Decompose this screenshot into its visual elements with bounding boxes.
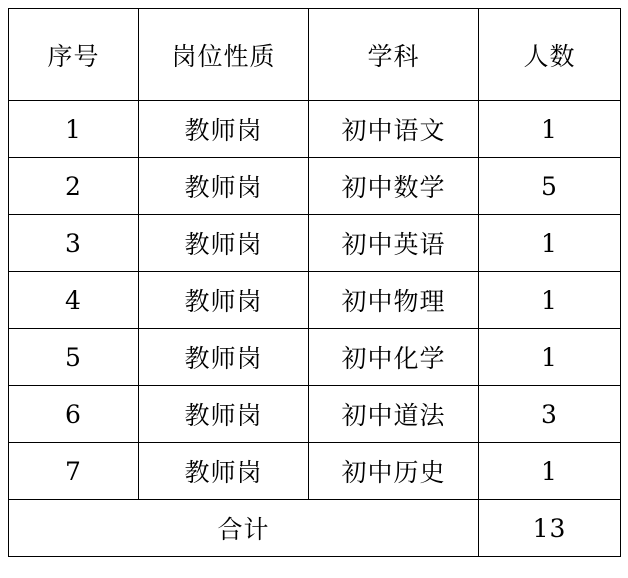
table-total-row <box>9 500 621 557</box>
column-header-subject: 学科 <box>309 9 479 101</box>
table-row <box>9 215 621 272</box>
table-row <box>9 158 621 215</box>
cell-nature: 教师岗 <box>139 101 309 158</box>
cell-nature: 教师岗 <box>139 386 309 443</box>
column-header-count: 人数 <box>479 9 621 101</box>
cell-count: 1 <box>479 215 621 272</box>
cell-nature: 教师岗 <box>139 443 309 500</box>
table-row <box>9 101 621 158</box>
cell-no: 5 <box>9 329 139 386</box>
cell-no: 4 <box>9 272 139 329</box>
cell-subject: 初中语文 <box>309 101 479 158</box>
cell-count: 1 <box>479 272 621 329</box>
table-row <box>9 272 621 329</box>
cell-subject: 初中物理 <box>309 272 479 329</box>
column-header-nature: 岗位性质 <box>139 9 309 101</box>
cell-no: 2 <box>9 158 139 215</box>
cell-no: 1 <box>9 101 139 158</box>
cell-nature: 教师岗 <box>139 272 309 329</box>
table-header-row <box>9 9 621 101</box>
total-count: 13 <box>479 500 621 557</box>
column-header-no: 序号 <box>9 9 139 101</box>
cell-subject: 初中化学 <box>309 329 479 386</box>
cell-count: 3 <box>479 386 621 443</box>
cell-subject: 初中道法 <box>309 386 479 443</box>
cell-no: 7 <box>9 443 139 500</box>
cell-no: 3 <box>9 215 139 272</box>
table-row <box>9 386 621 443</box>
table-row <box>9 443 621 500</box>
cell-nature: 教师岗 <box>139 158 309 215</box>
cell-count: 5 <box>479 158 621 215</box>
cell-nature: 教师岗 <box>139 329 309 386</box>
cell-subject: 初中英语 <box>309 215 479 272</box>
cell-subject: 初中历史 <box>309 443 479 500</box>
total-label: 合计 <box>9 500 479 557</box>
recruitment-table <box>8 8 621 557</box>
table-row <box>9 329 621 386</box>
cell-nature: 教师岗 <box>139 215 309 272</box>
cell-subject: 初中数学 <box>309 158 479 215</box>
cell-count: 1 <box>479 329 621 386</box>
cell-no: 6 <box>9 386 139 443</box>
cell-count: 1 <box>479 101 621 158</box>
cell-count: 1 <box>479 443 621 500</box>
